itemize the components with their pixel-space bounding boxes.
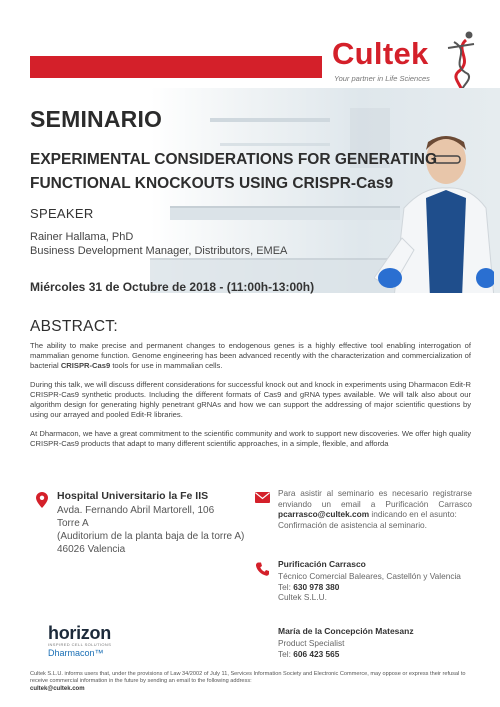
abstract-p1-text: The ability to make precise and permanent changes to endogenous genes is a highly effective tool enabling interrogation of mammalian genome function. Genome engineering has been advanced recently with the characterization and commercialization of bacterial <box>30 341 471 370</box>
contact-1-name: Purificación Carrasco <box>278 559 366 569</box>
contact-2-role: Product Specialist <box>278 638 345 648</box>
event-date: Miércoles 31 de Octubre de 2018 - (11:00h-13:00h) <box>30 280 315 294</box>
venue-address-line-4: 46026 Valencia <box>57 544 126 555</box>
registration-info <box>278 488 472 530</box>
seminar-label: SEMINARIO <box>30 106 163 132</box>
speaker-name: Rainer Hallama, PhD <box>30 231 134 243</box>
contact-2-details <box>278 638 478 659</box>
abstract-p1-text-end: tools for use in mammalian cells. <box>110 361 223 370</box>
horizon-dharmacon-logo <box>48 624 111 659</box>
contact-2-phone-label: Tel: <box>278 648 294 659</box>
registration-email-link[interactable]: pcarrasco@cultek.com <box>278 509 370 519</box>
abstract-heading: ABSTRACT: <box>30 318 118 335</box>
registration-text-end: indicando en el asunto: <box>369 509 457 519</box>
venue-address <box>57 504 247 556</box>
contact-2-name: María de la Concepción Matesanz <box>278 626 414 636</box>
header-red-bar <box>30 56 322 78</box>
abstract-paragraph-1 <box>30 341 471 371</box>
contact-1-phone-number[interactable]: 630 978 380 <box>293 581 340 592</box>
venue-address-line-3: (Auditorium de la planta baja de la torre A) <box>57 531 245 542</box>
dharmacon-wordmark: Dharmacon™ <box>48 648 104 658</box>
contact-1-details <box>278 571 478 603</box>
legal-notice: Cultek S.L.U. informs users that, under the provisions of Law 34/2002 of July 11, Services Information Society and Electronic Commerce, may oppose or express their refusal to receive commercial information in the future by sending an email to the following address: <box>30 671 466 684</box>
contact-1-phone <box>278 582 478 593</box>
envelope-icon <box>255 492 270 503</box>
logo-tagline: Your partner in Life Sciences <box>334 74 430 83</box>
logo-wordmark: Cultek <box>332 36 429 71</box>
phone-icon <box>256 562 269 576</box>
horizon-wordmark: horizon <box>48 623 111 643</box>
seminar-title-line-2: FUNCTIONAL KNOCKOUTS USING CRISPR-Cas9 <box>30 175 394 192</box>
seminar-title <box>30 148 470 196</box>
contact-2-phone-number[interactable]: 606 423 565 <box>293 648 340 659</box>
abstract-p1-bold: CRISPR-Cas9 <box>60 361 111 370</box>
venue-name: Hospital Universitario la Fe IIS <box>57 490 209 502</box>
contact-1-role: Técnico Comercial Baleares, Castellón y Valencia <box>278 571 461 581</box>
registration-subject: Confirmación de asistencia al seminario. <box>278 519 427 530</box>
contact-1-phone-label: Tel: <box>278 581 294 592</box>
abstract-body <box>30 341 471 458</box>
footer-email-link[interactable]: cultek@cultek.com <box>30 686 85 692</box>
venue-address-line-1: Avda. Fernando Abril Martorell, 106 <box>57 505 215 516</box>
seminar-title-line-1: EXPERIMENTAL CONSIDERATIONS FOR GENERATING <box>30 151 438 168</box>
abstract-paragraph-2: During this talk, we will discuss different considerations for successful knock out and knock in experiments using Dharmacon Edit-R CRISPR-Cas9 synthetic products. Including the different formats of Cas9 and gRNA types available. We will talk also about our algorithm design for generating highly penetrant gRNAs and how we can support the addressing of major scientific questions by using our arrayed and pooled Edit-R libraries. <box>30 380 471 419</box>
abstract-paragraph-3: At Dharmacon, we have a great commitment to the scientific community and work to support new discoveries. We offer high quality CRISPR-Cas9 products that adapt to many different scientific approaches, in a simple, flexible, and afforda <box>30 429 471 448</box>
location-pin-icon <box>36 492 48 508</box>
venue-address-line-2: Torre A <box>57 518 89 529</box>
horizon-tagline: INSPIRED CELL SOLUTIONS <box>48 642 112 647</box>
registration-text: Para asistir al seminario es necesario registrarse enviando un email a Purificación Carrasco <box>278 488 472 509</box>
speaker-heading: SPEAKER <box>30 206 94 221</box>
contact-1-company: Cultek S.L.U. <box>278 592 327 602</box>
contact-2-phone <box>278 649 478 660</box>
speaker-role: Business Development Manager, Distributors, EMEA <box>30 245 288 257</box>
